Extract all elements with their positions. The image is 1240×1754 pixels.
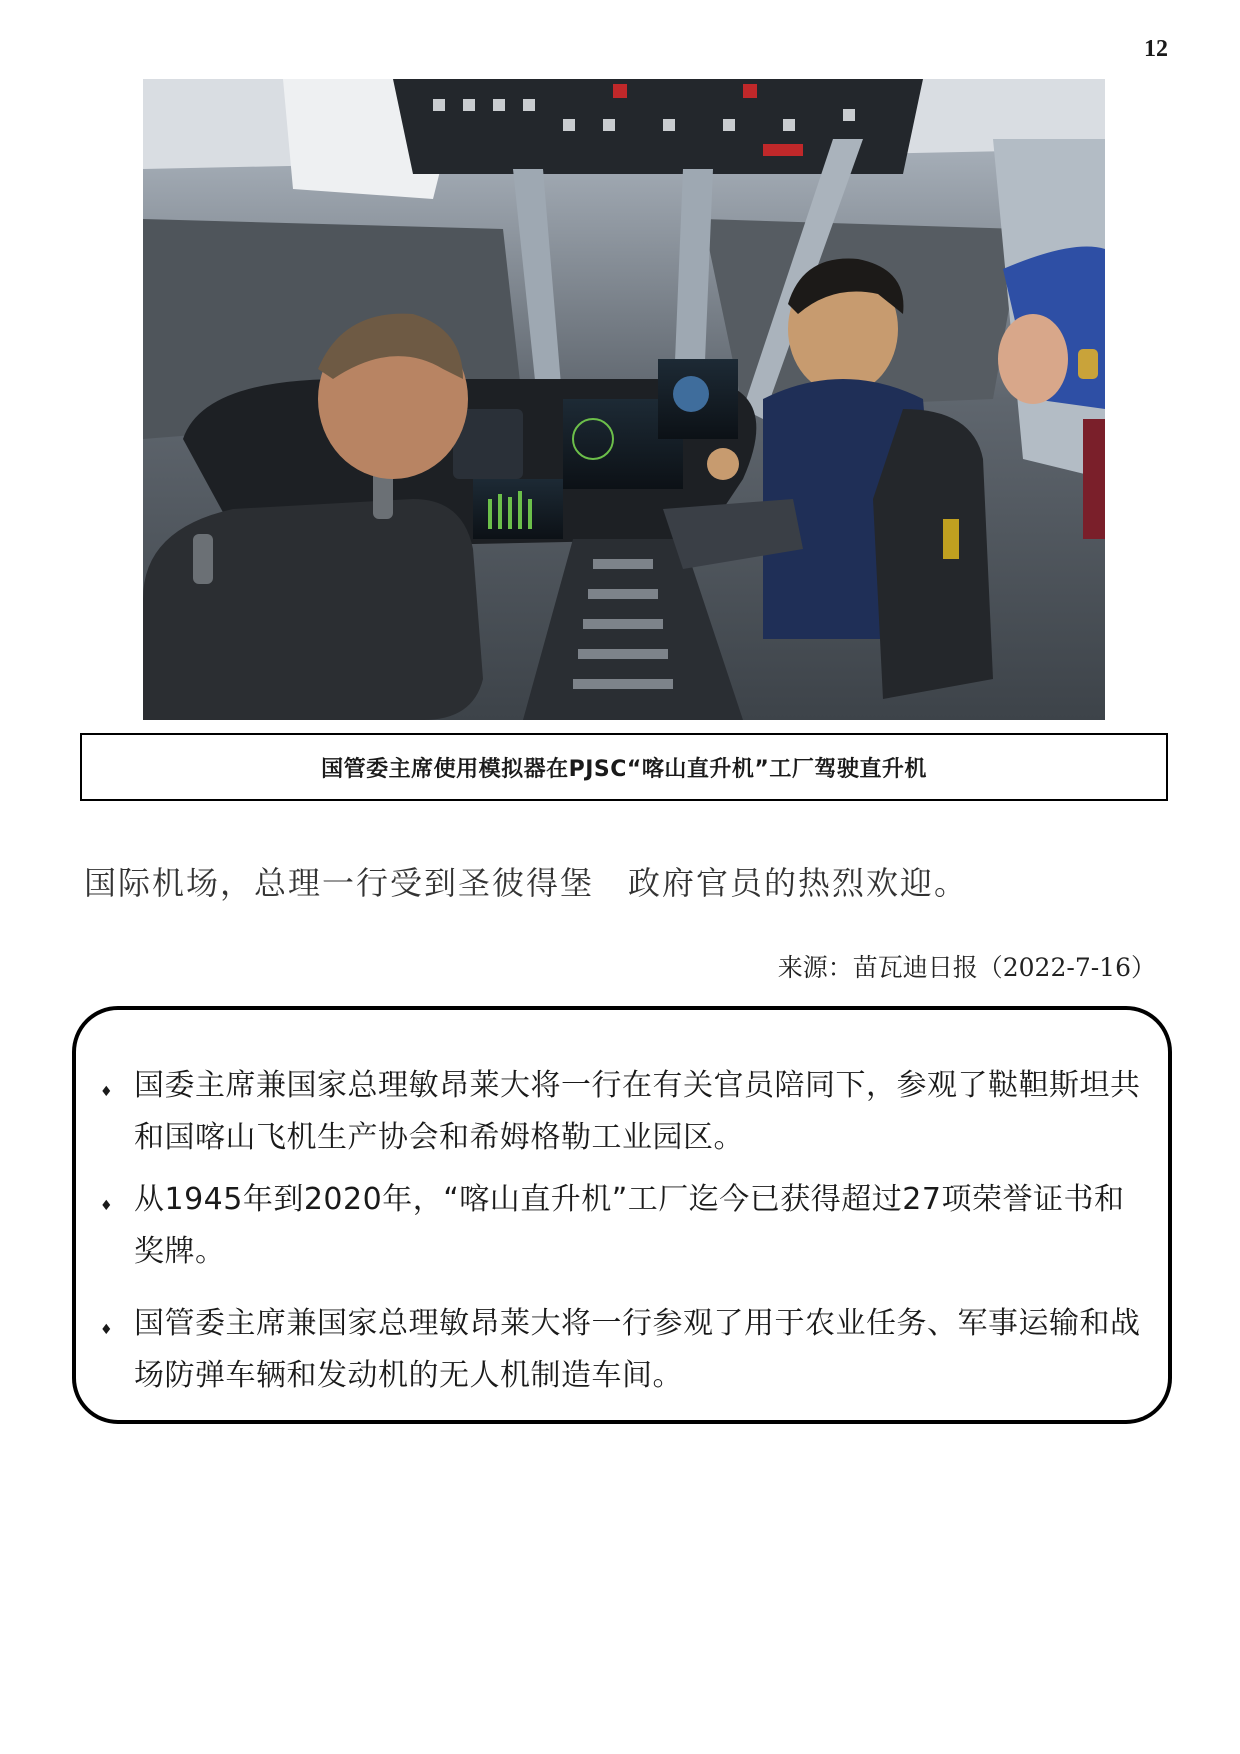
photo-caption <box>80 733 1168 801</box>
summary-list <box>100 1060 1148 1402</box>
caption-text: 国管委主席使用模拟器在PJSC“喀山直升机”工厂驾驶直升机 <box>321 756 927 782</box>
source-citation: 来源：苗瓦迪日报（2022-7-16） <box>777 953 1156 982</box>
list-item <box>100 1298 1148 1402</box>
list-item <box>100 1174 1148 1278</box>
list-item-text: 从1945年到2020年，“喀山直升机”工厂迄今已获得超过27项荣誉证书和奖牌。 <box>134 1182 1125 1269</box>
diamond-bullet-icon: ♦ <box>100 1322 113 1338</box>
summary-box <box>72 1006 1172 1424</box>
page-number: 12 <box>1144 36 1168 62</box>
list-item <box>100 1060 1148 1164</box>
diamond-bullet-icon: ♦ <box>100 1198 113 1214</box>
body-paragraph: 国际机场，总理一行受到圣彼得堡 政府官员的热烈欢迎。 <box>84 864 969 902</box>
cockpit-simulator-photo <box>143 79 1105 720</box>
list-item-text: 国委主席兼国家总理敏昂莱大将一行在有关官员陪同下，参观了鞑靼斯坦共和国喀山飞机生产协会和希姆格勒工业园区。 <box>134 1068 1141 1155</box>
diamond-bullet-icon: ♦ <box>100 1084 113 1100</box>
list-item-text: 国管委主席兼国家总理敏昂莱大将一行参观了用于农业任务、军事运输和战场防弹车辆和发动机的无人机制造车间。 <box>134 1306 1141 1393</box>
